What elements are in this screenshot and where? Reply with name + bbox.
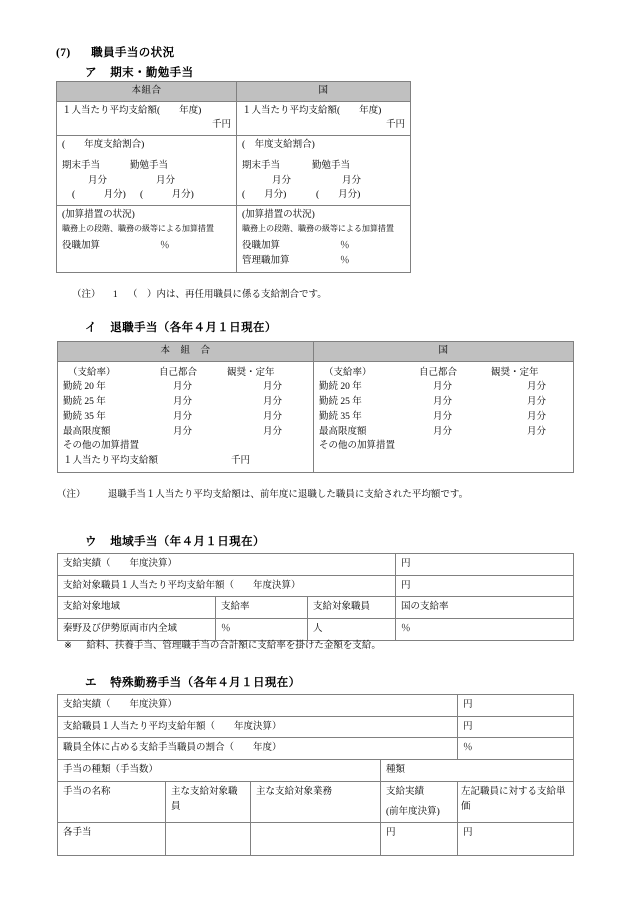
table-chiiki bbox=[57, 553, 574, 641]
addition-desc-right: 職務上の段階、職務の級等による加算措置 bbox=[242, 223, 394, 233]
tokushu-row4-unit: 種類 bbox=[381, 760, 574, 782]
other-addition-left: その他の加算措置 bbox=[63, 441, 140, 452]
average-unit-right: 千円 bbox=[385, 120, 405, 131]
note-a bbox=[72, 286, 327, 300]
subsection-marker-a: ア bbox=[85, 67, 97, 79]
row-label: 最高限度額 bbox=[319, 426, 367, 437]
note-b bbox=[57, 486, 468, 500]
taishoku-row-left bbox=[63, 380, 308, 395]
header-kuni-taishoku: 国 bbox=[314, 342, 574, 362]
label-kinben-right: 勤勉手当 bbox=[312, 160, 351, 171]
addition-item1-left bbox=[62, 239, 231, 254]
ratio-title-right: ( 年度支給割合) bbox=[242, 140, 315, 151]
table-row bbox=[58, 554, 574, 576]
cell-taishoku-right bbox=[314, 361, 574, 472]
row-kansho: 月分 bbox=[527, 382, 547, 393]
taishoku-row-right bbox=[319, 395, 568, 410]
table-row bbox=[57, 206, 411, 273]
taishoku-row-left bbox=[63, 425, 308, 440]
taishoku-header-right bbox=[319, 366, 568, 381]
cell-average-right bbox=[237, 101, 411, 135]
col-kansho-right: 観奨・定年 bbox=[491, 367, 539, 378]
average-label-taishoku: １人当たり平均支給額 bbox=[63, 456, 159, 467]
chiiki-header-national-rate: 国の支給率 bbox=[396, 597, 574, 619]
subsection-title-c: 地域手当（年４月１日現在） bbox=[110, 536, 265, 548]
taishoku-row-left bbox=[63, 410, 308, 425]
cell-ratio-right bbox=[237, 136, 411, 206]
row-kansho: 月分 bbox=[263, 397, 283, 408]
tokushu-value-staff bbox=[166, 823, 251, 856]
row-self: 月分 bbox=[173, 411, 193, 422]
taishoku-header-left bbox=[63, 366, 308, 381]
taishoku-row-right bbox=[319, 380, 568, 395]
row-self: 月分 bbox=[433, 382, 453, 393]
months-kinben-right: 月分 bbox=[342, 175, 362, 186]
row-self: 月分 bbox=[433, 397, 453, 408]
section-title: 職員手当の状況 bbox=[91, 47, 175, 59]
tokushu-row3-label: 職員全体に占める支給手当職員の割合（ 年度） bbox=[58, 738, 458, 760]
header-kuni: 国 bbox=[237, 82, 411, 102]
label-kimatsu-left: 期末手当 bbox=[62, 160, 101, 171]
average-label-right: １人当たり平均支給額( 年度) bbox=[242, 105, 382, 116]
ratio-months-left bbox=[62, 174, 231, 189]
row-kansho: 月分 bbox=[263, 382, 283, 393]
addition-item1-right bbox=[242, 239, 405, 254]
chiiki-value-staff: 人 bbox=[308, 619, 396, 641]
ratio-paren-left bbox=[62, 188, 231, 203]
table-row bbox=[57, 136, 411, 206]
subsection-title-b: 退職手当（各年４月１日現在） bbox=[110, 322, 277, 334]
note-a-label: （注） bbox=[72, 290, 101, 300]
tokushu-row2-unit: 円 bbox=[458, 716, 574, 738]
cell-addition-right bbox=[237, 206, 411, 273]
table-row bbox=[58, 695, 574, 717]
col-kansho-left: 観奨・定年 bbox=[227, 367, 275, 378]
addition-desc-left: 職務上の段階、職務の級等による加算措置 bbox=[62, 223, 214, 233]
row-kansho: 月分 bbox=[263, 426, 283, 437]
months-kimatsu-right: 月分 bbox=[272, 175, 292, 186]
taishoku-row-right bbox=[319, 410, 568, 425]
row-label: 勤続 35 年 bbox=[63, 411, 106, 422]
row-kansho: 月分 bbox=[263, 411, 283, 422]
chiiki-header-rate: 支給率 bbox=[216, 597, 308, 619]
other-addition-right: その他の加算措置 bbox=[319, 441, 396, 452]
subsection-heading-b bbox=[85, 319, 277, 335]
note-b-label: （注） bbox=[57, 490, 86, 500]
rate-label-left: （支給率） bbox=[68, 367, 116, 378]
row-label: 最高限度額 bbox=[63, 426, 111, 437]
kanrishoku-value-right: ％ bbox=[340, 256, 350, 266]
row-kansho: 月分 bbox=[527, 397, 547, 408]
paren-kimatsu-right: ( 月分) bbox=[242, 190, 287, 201]
tokushu-row4-label: 手当の種類（手当数） bbox=[58, 760, 381, 782]
addition-title-right: (加算措置の状況) bbox=[242, 210, 315, 221]
tokushu-header-staff: 主な支給対象職員 bbox=[166, 781, 251, 822]
chiiki-row1-label: 支給実績（ 年度決算） bbox=[58, 554, 396, 576]
row-self: 月分 bbox=[433, 411, 453, 422]
table-kimatsu-kinben bbox=[56, 81, 411, 273]
months-kimatsu-left: 月分 bbox=[88, 175, 108, 186]
rate-label-right: （支給率） bbox=[324, 367, 372, 378]
chiiki-row2-unit: 円 bbox=[396, 575, 574, 597]
average-unit-taishoku: 千円 bbox=[231, 456, 251, 467]
table-row bbox=[58, 781, 574, 822]
cell-average-left bbox=[57, 101, 237, 135]
addition-title-left: (加算措置の状況) bbox=[62, 210, 135, 221]
subsection-marker-d: エ bbox=[85, 677, 97, 689]
row-label: 勤続 35 年 bbox=[319, 411, 362, 422]
table-row bbox=[57, 101, 411, 135]
row-self: 月分 bbox=[173, 382, 193, 393]
tokushu-header-work: 主な支給対象業務 bbox=[251, 781, 381, 822]
table-row bbox=[58, 760, 574, 782]
taishoku-row-left bbox=[63, 395, 308, 410]
row-kansho: 月分 bbox=[527, 426, 547, 437]
cell-ratio-left bbox=[57, 136, 237, 206]
ratio-labels-left bbox=[62, 159, 231, 174]
subsection-heading-c bbox=[85, 533, 265, 549]
table-row bbox=[58, 716, 574, 738]
average-label-left: １人当たり平均支給額( 年度) bbox=[62, 105, 202, 116]
tokushu-header-name: 手当の名称 bbox=[58, 781, 166, 822]
months-kinben-left: 月分 bbox=[156, 175, 176, 186]
subsection-heading-a bbox=[85, 64, 194, 80]
table-taishoku bbox=[57, 341, 574, 473]
col-self-right: 自己都合 bbox=[419, 367, 458, 378]
tokushu-row3-unit: ％ bbox=[458, 738, 574, 760]
subsection-title-a: 期末・勤勉手当 bbox=[110, 67, 194, 79]
paren-kinben-right: ( 月分) bbox=[316, 190, 361, 201]
note-c-text: 給料、扶養手当、管理職手当の合計額に支給率を掛けた金額を支給。 bbox=[86, 641, 381, 651]
chiiki-row2-label: 支給対象職員１人当たり平均支給年額（ 年度決算） bbox=[58, 575, 396, 597]
cell-addition-left bbox=[57, 206, 237, 273]
subsection-marker-c: ウ bbox=[85, 536, 97, 548]
tokushu-value-result: 円 bbox=[381, 823, 458, 856]
tokushu-header-result-line2: (前年度決算) bbox=[386, 806, 440, 817]
row-self: 月分 bbox=[173, 397, 193, 408]
paren-kinben-left: ( 月分) bbox=[140, 190, 194, 201]
ratio-title-left: ( 年度支給割合) bbox=[62, 140, 145, 151]
tokushu-header-result-line1: 支給実績 bbox=[386, 786, 425, 797]
tokushu-row2-label: 支給職員１人当たり平均支給年額（ 年度決算） bbox=[58, 716, 458, 738]
tokushu-header-result bbox=[381, 781, 458, 822]
section-number: (7) bbox=[56, 47, 71, 59]
tokushu-row1-unit: 円 bbox=[458, 695, 574, 717]
subsection-title-d: 特殊勤務手当（各年４月１日現在） bbox=[110, 677, 301, 689]
row-self: 月分 bbox=[173, 426, 193, 437]
chiiki-header-area: 支給対象地域 bbox=[58, 597, 216, 619]
ratio-paren-right bbox=[242, 188, 405, 203]
kanrishoku-label-right: 管理職加算 bbox=[242, 256, 290, 266]
table-tokushu bbox=[57, 694, 574, 856]
label-kinben-left: 勤勉手当 bbox=[130, 160, 169, 171]
chiiki-header-staff: 支給対象職員 bbox=[308, 597, 396, 619]
subsection-heading-d bbox=[85, 674, 301, 690]
header-honkumiai: 本組合 bbox=[57, 82, 237, 102]
chiiki-value-rate: ％ bbox=[216, 619, 308, 641]
table-row bbox=[58, 597, 574, 619]
table-row bbox=[57, 82, 411, 102]
col-self-left: 自己都合 bbox=[159, 367, 198, 378]
tokushu-value-unit-price: 円 bbox=[458, 823, 574, 856]
note-a-text: （ ）内は、再任用職員に係る支給割合です。 bbox=[128, 290, 327, 300]
paren-kimatsu-left: ( 月分) bbox=[72, 190, 126, 201]
note-b-text: 退職手当１人当たり平均支給額は、前年度に退職した職員に支給された平均額です。 bbox=[107, 490, 469, 500]
tokushu-header-unit-price: 左記職員に対する支給単価 bbox=[458, 781, 574, 822]
table-row bbox=[58, 575, 574, 597]
tokushu-row1-label: 支給実績（ 年度決算） bbox=[58, 695, 458, 717]
addition-item2-right bbox=[242, 254, 405, 269]
yakushoku-label-left: 役職加算 bbox=[62, 241, 101, 252]
note-c bbox=[64, 637, 381, 651]
section-heading bbox=[56, 44, 174, 60]
row-kansho: 月分 bbox=[527, 411, 547, 422]
row-self: 月分 bbox=[433, 426, 453, 437]
cell-taishoku-left bbox=[58, 361, 314, 472]
ratio-labels-right bbox=[242, 159, 405, 174]
tokushu-value-name: 各手当 bbox=[58, 823, 166, 856]
table-row bbox=[58, 738, 574, 760]
table-row bbox=[58, 342, 574, 362]
table-row bbox=[58, 361, 574, 472]
note-c-label: ※ bbox=[64, 641, 72, 651]
average-unit-left: 千円 bbox=[211, 120, 231, 131]
tokushu-value-work bbox=[251, 823, 381, 856]
yakushoku-value-right: ％ bbox=[340, 241, 350, 252]
label-kimatsu-right: 期末手当 bbox=[242, 160, 281, 171]
yakushoku-label-right: 役職加算 bbox=[242, 241, 281, 252]
row-label: 勤続 25 年 bbox=[63, 397, 106, 408]
ratio-months-right bbox=[242, 174, 405, 189]
row-label: 勤続 25 年 bbox=[319, 397, 362, 408]
note-a-number: 1 bbox=[112, 290, 118, 300]
chiiki-row1-unit: 円 bbox=[396, 554, 574, 576]
table-row bbox=[58, 823, 574, 856]
chiiki-value-area: 秦野及び伊勢原両市内全域 bbox=[58, 619, 216, 641]
header-honkumiai-taishoku: 本 組 合 bbox=[58, 342, 314, 362]
taishoku-row-right bbox=[319, 425, 568, 440]
row-label: 勤続 20 年 bbox=[63, 382, 106, 393]
yakushoku-value-left: ％ bbox=[160, 241, 170, 252]
chiiki-value-national-rate: ％ bbox=[396, 619, 574, 641]
average-row-left bbox=[63, 454, 308, 469]
row-label: 勤続 20 年 bbox=[319, 382, 362, 393]
subsection-marker-b: イ bbox=[85, 322, 97, 334]
